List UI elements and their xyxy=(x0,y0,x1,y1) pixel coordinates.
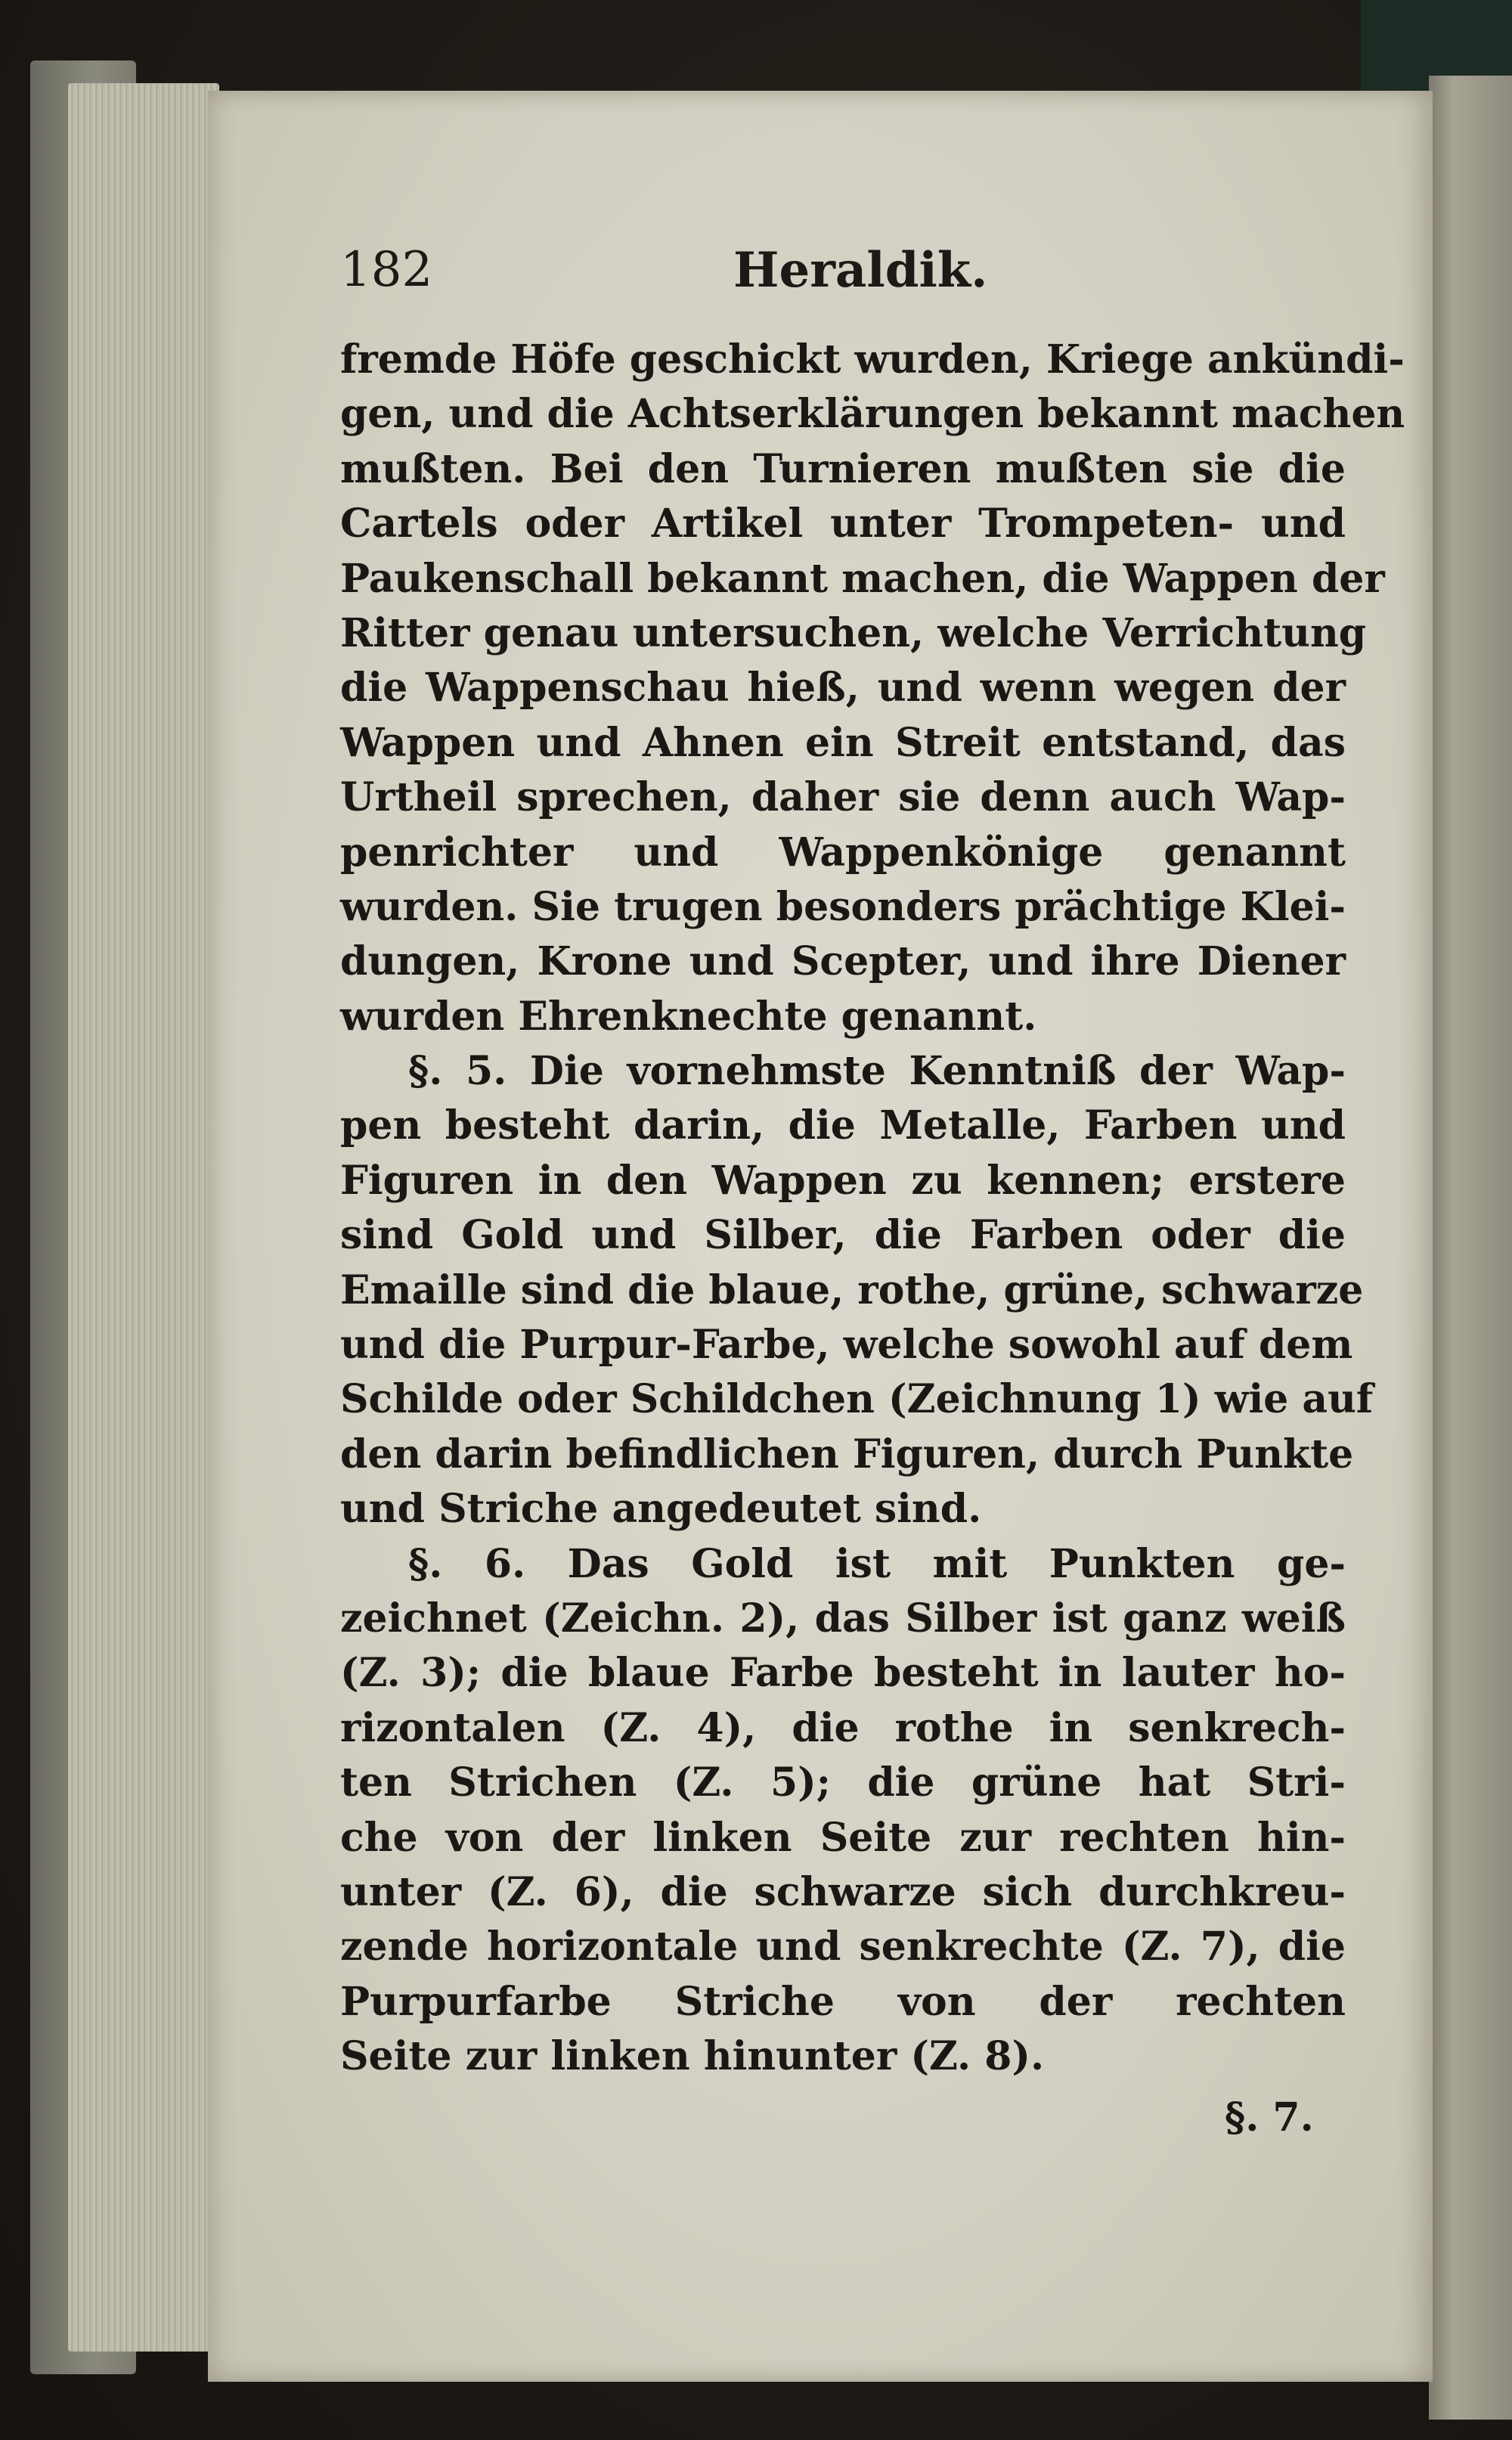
text-line: che von der linken Seite zur rechten hin- xyxy=(340,1814,1346,1861)
text-line: Emaille sind die blaue, rothe, grüne, schwarze xyxy=(340,1267,1364,1313)
text-line: Cartels oder Artikel unter Trompeten- und xyxy=(340,501,1346,547)
page-header xyxy=(340,242,1323,318)
text-line: §. 6. Das Gold ist mit Punkten ge- xyxy=(408,1540,1346,1587)
text-line: mußten. Bei den Turnieren mußten sie die xyxy=(340,445,1346,492)
page-number: 182 xyxy=(340,242,433,298)
text-line: Wappen und Ahnen ein Streit entstand, das xyxy=(340,719,1346,766)
text-line: penrichter und Wappenkönige genannt xyxy=(340,829,1346,876)
text-line: zende horizontale und senkrechte (Z. 7), die xyxy=(340,1924,1346,1970)
text-line: fremde Höfe geschickt wurden, Kriege ankündi- xyxy=(340,336,1405,383)
text-line: wurden. Sie trugen besonders prächtige Klei- xyxy=(340,883,1346,930)
text-line: unter (Z. 6), die schwarze sich durchkreu- xyxy=(340,1868,1346,1915)
text-line: den darin befindlichen Figuren, durch Punkte xyxy=(340,1431,1354,1477)
text-line: und Striche angedeutet sind. xyxy=(340,1486,982,1533)
text-line: Paukenschall bekannt machen, die Wappen der xyxy=(340,555,1385,602)
text-line: sind Gold und Silber, die Farben oder die xyxy=(340,1212,1346,1259)
text-line: und die Purpur-Farbe, welche sowohl auf dem xyxy=(340,1322,1353,1369)
text-line: rizontalen (Z. 4), die rothe in senkrech- xyxy=(340,1704,1346,1751)
running-title: Heraldik. xyxy=(733,242,988,299)
page-edges xyxy=(68,83,219,2352)
text-line: Ritter genau untersuchen, welche Verrichtung xyxy=(340,609,1367,656)
body-text xyxy=(340,333,1405,2085)
text-line: §. 5. Die vornehmste Kenntniß der Wap- xyxy=(408,1048,1346,1095)
text-line: pen besteht darin, die Metalle, Farben und xyxy=(340,1102,1346,1149)
text-line: gen, und die Achtserklärungen bekannt machen xyxy=(340,391,1405,438)
text-line: Figuren in den Wappen zu kennen; erstere xyxy=(340,1157,1346,1204)
catchword: §. 7. xyxy=(1225,2094,1314,2141)
text-line: Urtheil sprechen, daher sie denn auch Wap- xyxy=(340,774,1346,821)
text-line: (Z. 3); die blaue Farbe besteht in lauter ho- xyxy=(340,1650,1346,1697)
text-line: ten Strichen (Z. 5); die grüne hat Stri- xyxy=(340,1759,1346,1806)
text-line: zeichnet (Zeichn. 2), das Silber ist ganz weiß xyxy=(340,1595,1346,1642)
facing-page-edge xyxy=(1429,76,1512,2420)
text-line: Purpurfarbe Striche von der rechten xyxy=(340,1978,1346,2025)
text-line: Seite zur linken hinunter (Z. 8). xyxy=(340,2033,1045,2080)
text-line: dungen, Krone und Scepter, und ihre Diener xyxy=(340,938,1346,985)
text-line: wurden Ehrenknechte genannt. xyxy=(340,993,1037,1040)
text-line: Schilde oder Schildchen (Zeichnung 1) wie auf xyxy=(340,1376,1374,1423)
text-line: die Wappenschau hieß, und wenn wegen der xyxy=(340,665,1346,712)
